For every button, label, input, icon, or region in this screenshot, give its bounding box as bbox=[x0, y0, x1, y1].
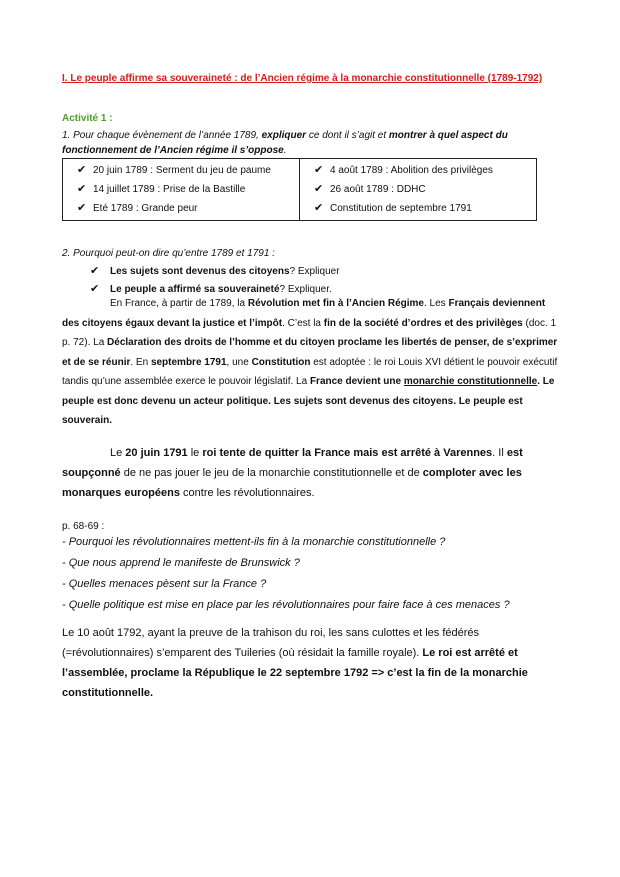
events-left-cell bbox=[63, 159, 300, 221]
para1-b8: . Le peuple est donc devenu un acteur politique. Les sujets sont devenus des citoyens. Le peuple est souverain. bbox=[62, 376, 555, 426]
para1-t6: , une bbox=[226, 356, 252, 368]
q1-bold-2: montrer à quel aspect du fonctionnement de l’Ancien régime il s’oppose bbox=[62, 130, 508, 156]
q1-bold-1: expliquer bbox=[261, 130, 307, 141]
para2-t5: contre les révolutionnaires. bbox=[179, 487, 315, 499]
para2-t3: . Il bbox=[492, 447, 507, 459]
check-icon: ✔ bbox=[314, 202, 324, 214]
para3-b1: Le roi est arrêté et l’assemblée, proclame la République le 22 septembre 1792 => c’est la fin de la monarchie constitutionnelle. bbox=[62, 647, 528, 699]
para2-b2: roi tente de quitter la France mais est arrêté à Varennes bbox=[202, 447, 493, 459]
event-item bbox=[77, 180, 293, 199]
event-label: 26 août 1789 : DDHC bbox=[330, 184, 426, 195]
para1-t1: En France, à partir de 1789, la bbox=[110, 298, 248, 309]
check-icon: ✔ bbox=[90, 265, 100, 277]
sub1-bold: Les sujets sont devenus des citoyens bbox=[110, 266, 290, 277]
paragraph-3 bbox=[62, 623, 560, 703]
events-right-cell bbox=[300, 159, 537, 221]
question-2: 2. Pourquoi peut-on dire qu’entre 1789 et 1791 : bbox=[62, 248, 275, 259]
event-label: Constitution de septembre 1791 bbox=[330, 203, 472, 214]
event-label: 14 juillet 1789 : Prise de la Bastille bbox=[93, 184, 246, 195]
para2-b1: 20 juin 1791 bbox=[125, 447, 188, 459]
para1-t5: . En bbox=[130, 356, 151, 368]
para1-t7: est adoptée : le roi Louis XVI détient le pouvoir exécutif tandis qu’une assemblée exerce le pouvoir législatif. La bbox=[62, 356, 558, 387]
q1-text-3: . bbox=[283, 145, 287, 156]
check-icon: ✔ bbox=[314, 164, 324, 176]
question-line: - Pourquoi les révolutionnaires mettent-ils fin à la monarchie constitutionnelle ? bbox=[62, 536, 446, 548]
paragraph-2 bbox=[62, 443, 560, 503]
pages-reference: p. 68-69 : bbox=[62, 521, 105, 532]
event-item bbox=[314, 180, 530, 199]
para2-t2: le bbox=[187, 447, 203, 459]
para1-t2: . Les bbox=[424, 298, 449, 309]
q1-text-2: ce dont il s’agit et bbox=[306, 130, 389, 141]
section-title: I. Le peuple affirme sa souveraineté : de l’Ancien régime à la monarchie constitutionnelle (1789-1792) bbox=[62, 73, 543, 84]
event-item bbox=[314, 199, 530, 218]
para1-t3: . C’est la bbox=[282, 317, 324, 329]
para2-b3: est soupçonné bbox=[62, 447, 523, 479]
question-line: - Que nous apprend le manifeste de Brunswick ? bbox=[62, 557, 300, 569]
question-line: - Quelle politique est mise en place par les révolutionnaires pour faire face à ces menaces ? bbox=[62, 599, 510, 611]
para1-b2: Français deviennent des citoyens égaux devant la justice et l’impôt bbox=[62, 298, 546, 329]
para1-b1: Révolution met fin à l’Ancien Régime bbox=[247, 298, 424, 309]
para2-t1: Le bbox=[110, 447, 126, 459]
check-icon: ✔ bbox=[77, 183, 87, 195]
sub2-rest: ? Expliquer. bbox=[279, 284, 332, 295]
sub2-bold: Le peuple a affirmé sa souveraineté bbox=[110, 284, 280, 295]
event-item bbox=[77, 161, 293, 180]
para1-b7u: monarchie constitutionnelle bbox=[403, 376, 538, 387]
event-label: 4 août 1789 : Abolition des privilèges bbox=[330, 165, 493, 176]
question-line: - Quelles menaces pèsent sur la France ? bbox=[62, 578, 267, 590]
question-1 bbox=[62, 128, 562, 158]
sub1-rest: ? Expliquer bbox=[289, 266, 340, 277]
event-item bbox=[314, 161, 530, 180]
event-label: 20 juin 1789 : Serment du jeu de paume bbox=[93, 165, 271, 176]
q1-text-1: 1. Pour chaque évènement de l’année 1789, bbox=[62, 130, 262, 141]
para2-t4: de ne pas jouer le jeu de la monarchie constitutionnelle et de bbox=[120, 467, 423, 479]
para1-b4: Déclaration des droits de l’homme et du citoyen proclame les libertés de penser, de s’exprimer et de se réunir bbox=[62, 337, 558, 368]
check-icon: ✔ bbox=[314, 183, 324, 195]
para3-t1: Le 10 août 1792, ayant la preuve de la trahison du roi, les sans culottes et les fédérés (=révolutionnaires) s’emparent des Tuileries (où résidait la famille royale). bbox=[62, 627, 480, 659]
para1-t4: (doc. 1 p. 72). La bbox=[62, 317, 557, 348]
activity-label: Activité 1 : bbox=[62, 113, 113, 124]
para1-b7: France devient une bbox=[309, 376, 404, 387]
check-icon: ✔ bbox=[77, 202, 87, 214]
events-table bbox=[62, 158, 537, 221]
event-label: Eté 1789 : Grande peur bbox=[93, 203, 198, 214]
event-item bbox=[77, 199, 293, 218]
para2-b4: comploter avec les monarques européens bbox=[62, 467, 522, 499]
check-icon: ✔ bbox=[77, 164, 87, 176]
para1-b6: Constitution bbox=[251, 356, 311, 368]
check-icon: ✔ bbox=[90, 283, 100, 295]
para1-b3: fin de la société d’ordres et des privilèges bbox=[323, 317, 523, 329]
paragraph-1 bbox=[62, 294, 558, 431]
para1-b5: septembre 1791 bbox=[150, 356, 227, 368]
sub-question-1 bbox=[90, 262, 340, 281]
